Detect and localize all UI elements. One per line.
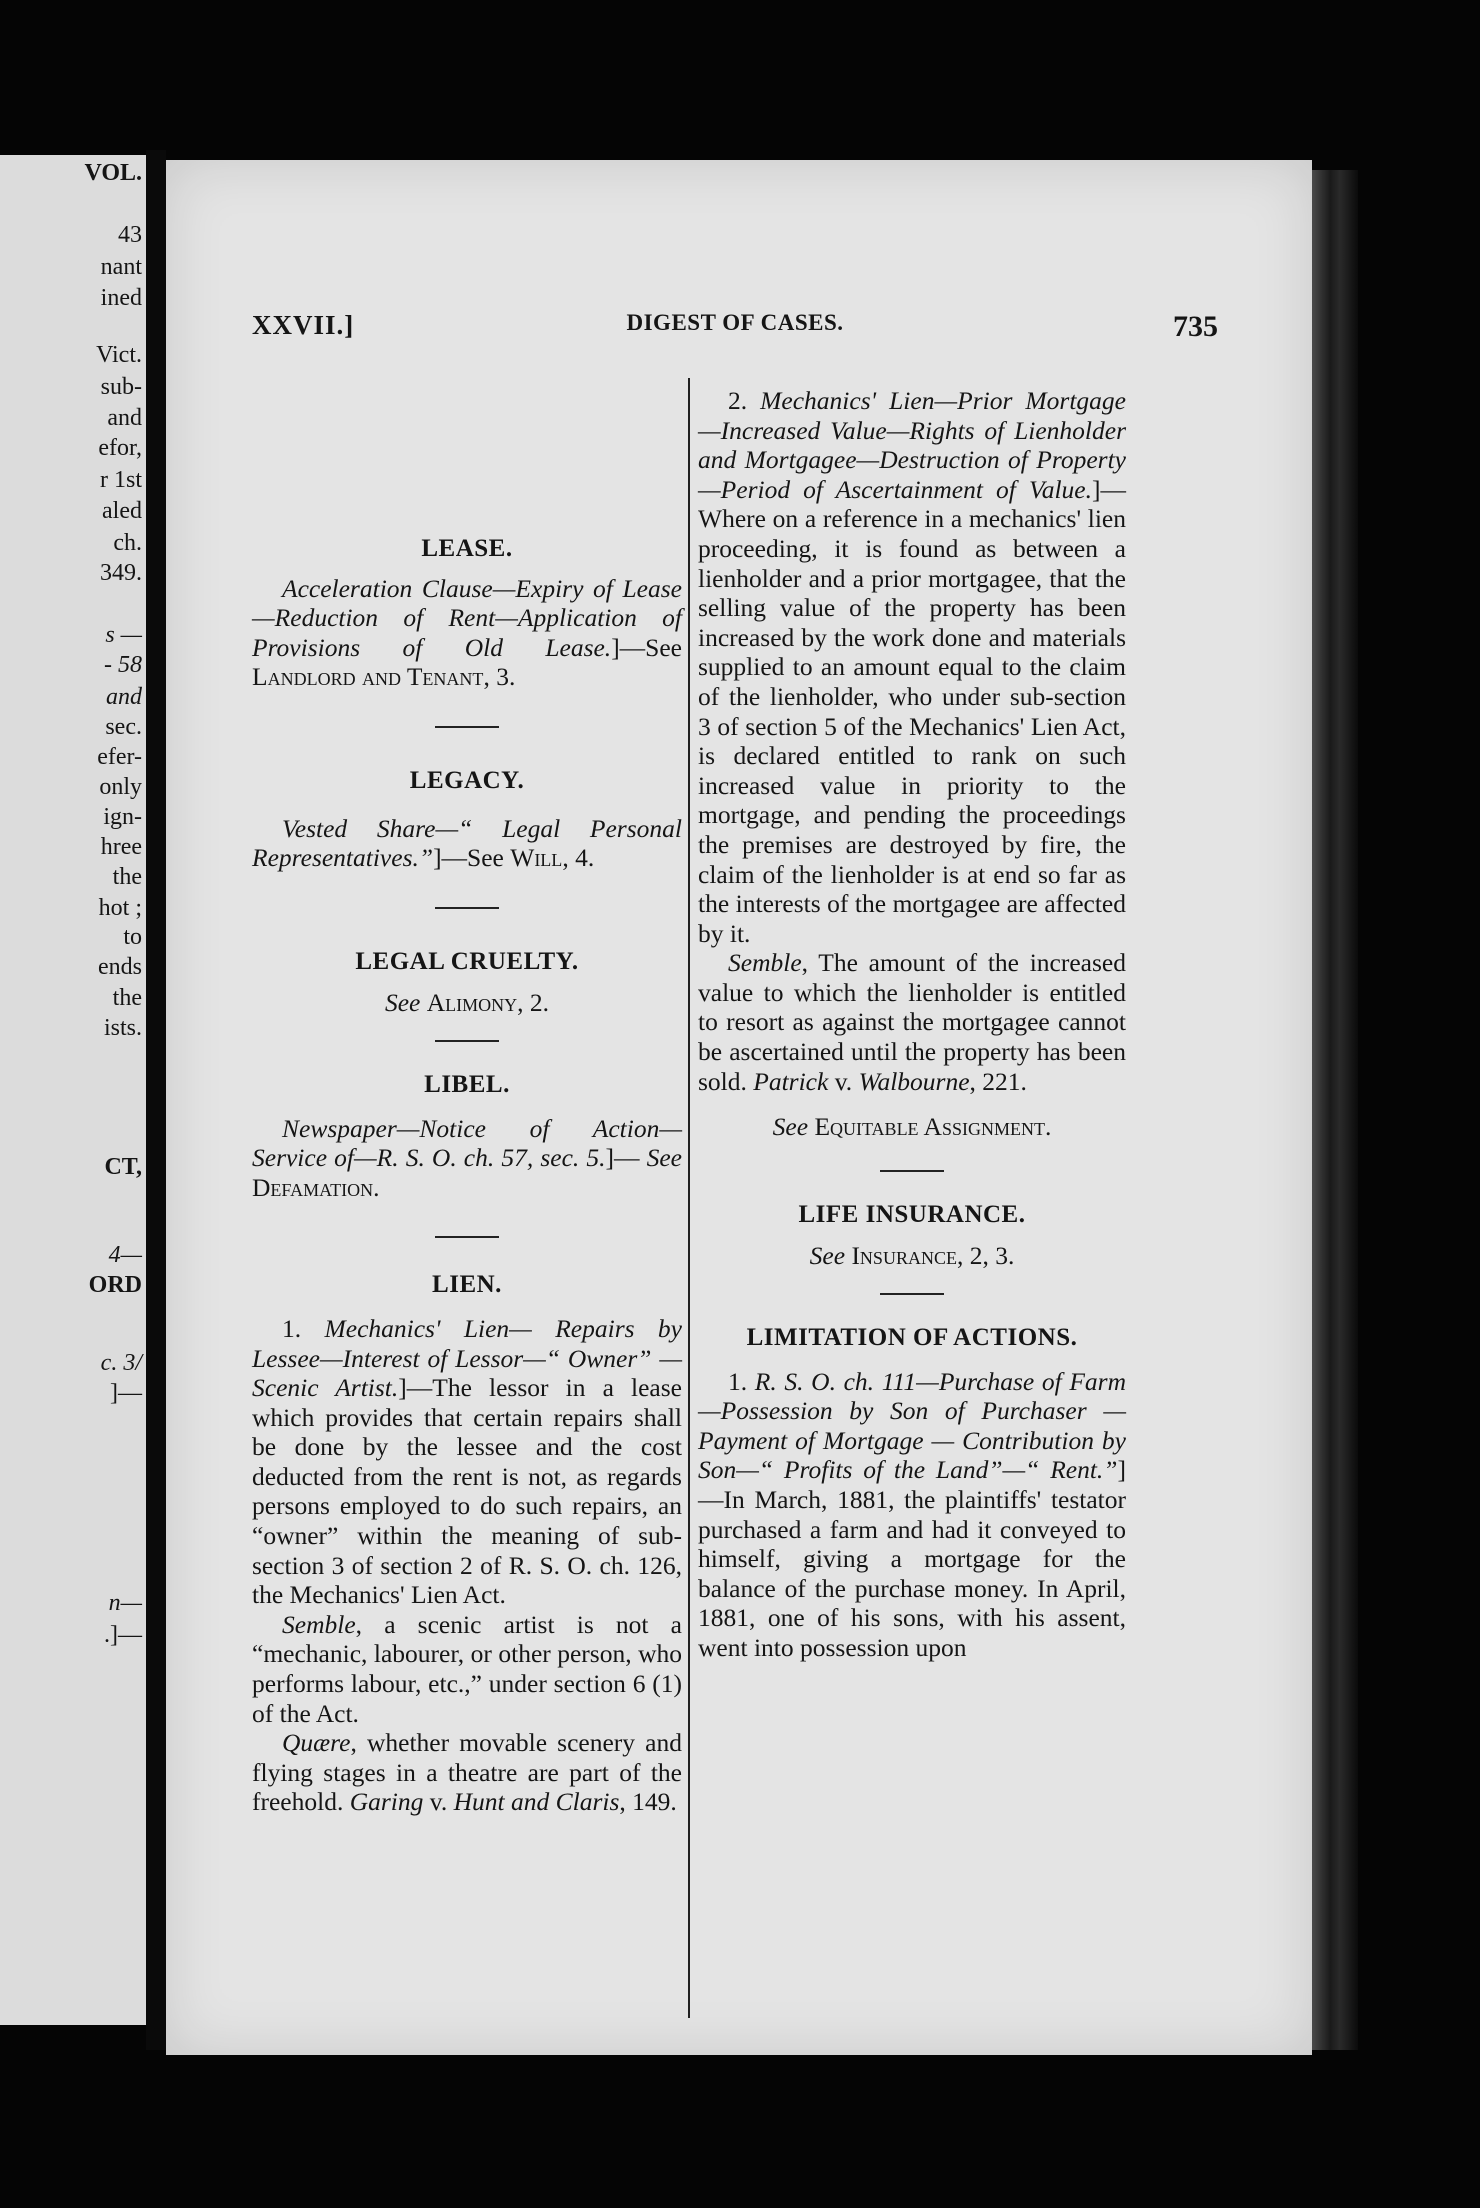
facing-page-text-fragment: efer- [97, 744, 142, 770]
see-word: See [809, 1241, 846, 1271]
case-versus: v. [828, 1066, 859, 1096]
facing-page-text-fragment: s — [105, 622, 142, 648]
heading-life-insurance: LIFE INSURANCE. [798, 1200, 1026, 1228]
header-title: DIGEST OF CASES. [626, 310, 844, 335]
see-prefix: ]—See [433, 843, 504, 873]
case-party-b: Walbourne [858, 1066, 970, 1096]
cross-ref-defamation[interactable]: Defamation [252, 1172, 374, 1202]
entry-lien-1-quaere [252, 1728, 682, 1817]
section-rule [880, 1170, 944, 1172]
ref-number: , 4. [562, 843, 595, 873]
entry-lien-1 [252, 1314, 682, 1610]
left-column [252, 378, 682, 1817]
see-prefix: ]—See [611, 632, 682, 662]
entry-lien-1-catchwords: Mechanics' Lien— Repairs by Lessee—Interest of Lessor—“ Owner” —Scenic Artist. [252, 1313, 682, 1403]
entry-number: 2. [728, 386, 748, 415]
entry-number: 1. [282, 1313, 302, 1343]
facing-page-text-fragment: 349. [100, 560, 142, 586]
cross-ref-alimony[interactable]: Alimony [426, 988, 518, 1018]
facing-page-text-fragment: ends [98, 954, 142, 980]
entry-lien-1-body: ]—The lessor in a lease which provides that certain repairs shall be done by the lessee and the cost deducted from the rent is not, as regards persons employed to do such repairs, an “owner” within the meaning of sub-section 3 of section 2 of R. S. O. ch. 126, the Mechanics' Lien Act. [252, 1373, 682, 1610]
entry-legacy-catchwords: Vested Share—“ Legal Personal Representatives.” [252, 813, 682, 873]
see-word: See [384, 988, 421, 1018]
entry-limitation-1-body: ]—In March, 1881, the plaintiffs' testator purchased a farm and had it conveyed to himself, giving a mortgage for the balance of the purchase money. In April, 1881, one of his sons, with his assent, went into possession upon [698, 1455, 1126, 1662]
ref-number: , 3. [483, 662, 516, 692]
entry-lease-catchwords: Acceleration Clause—Expiry of Lease—Reduction of Rent—Application of Provisions of Old Lease. [252, 573, 682, 662]
ref-number: , 2. [517, 988, 550, 1018]
semble-text: , The amount of the increased value to which the lienholder is entitled to resort as against the mortgagee cannot be ascertained until the property has been sold. [698, 948, 1126, 1096]
facing-page-text-fragment: - 58 [104, 652, 142, 678]
heading-legacy: LEGACY. [409, 766, 525, 794]
facing-page-fragment [0, 155, 146, 2025]
facing-page-text-fragment: the [112, 985, 142, 1011]
see-word: See [772, 1112, 809, 1142]
facing-page-text-fragment: ists. [103, 1015, 142, 1041]
case-versus: v. [423, 1787, 454, 1817]
facing-page-text-fragment: Vict. [96, 342, 142, 368]
facing-page-text-fragment: hree [100, 834, 142, 860]
entry-lien-2-catchwords: Mechanics' Lien—Prior Mortgage—Increased Value—Rights of Lienholder and Mortgagee—Destruction of Property—Period of Ascertainment of Value. [698, 386, 1126, 504]
cross-ref-landlord-tenant[interactable]: Landlord and Tenant [252, 662, 484, 692]
entry-legacy [252, 814, 682, 873]
entry-libel-catchwords: Newspaper—Notice of Action—Service of—R. S. O. ch. 57, sec. 5. [252, 1113, 682, 1173]
case-party-b: Hunt and Claris [453, 1787, 620, 1817]
case-page: , 221. [969, 1066, 1027, 1096]
section-rule [435, 1236, 499, 1238]
quaere-text: , whether movable scenery and flying stages in a theatre are part of the freehold. [252, 1728, 682, 1817]
facing-page-text-fragment: only [99, 774, 142, 800]
entry-lien-2 [698, 386, 1126, 948]
facing-page-text-fragment: and [107, 405, 142, 431]
facing-page-text-fragment: VOL. [84, 160, 142, 186]
facing-page-text-fragment: hot ; [98, 895, 142, 921]
facing-page-text-fragment: nant [100, 254, 142, 280]
book-edge [1312, 170, 1358, 2050]
facing-page-text-fragment: the [112, 864, 142, 890]
case-party-a: Garing [349, 1787, 424, 1817]
facing-page-text-fragment: ined [100, 285, 142, 311]
ref-number: , 2, 3. [956, 1241, 1015, 1271]
facing-page-text-fragment: 43 [118, 222, 142, 248]
section-rule [435, 907, 499, 909]
ref-suffix: . [373, 1172, 380, 1202]
semble-text: , a scenic artist is not a “mechanic, labourer, or other person, who performs labour, etc.,” under section 6 (1) of the Act. [252, 1609, 682, 1728]
book-gutter [146, 150, 166, 2050]
section-rule [880, 1293, 944, 1295]
entry-number: 1. [728, 1366, 748, 1396]
see-prefix: ]— [605, 1143, 640, 1173]
cross-ref-will[interactable]: Will [510, 843, 563, 873]
section-rule [435, 726, 499, 728]
facing-page-text-fragment: .]— [104, 1622, 142, 1648]
facing-page-text-fragment: ch. [113, 530, 142, 556]
page-number: 735 [1173, 310, 1218, 343]
quaere-word: Quære [282, 1728, 351, 1758]
entry-libel [252, 1114, 682, 1203]
facing-page-text-fragment: aled [102, 498, 142, 524]
facing-page-text-fragment: 4— [108, 1242, 142, 1268]
facing-page-text-fragment: c. 3/ [100, 1350, 142, 1376]
heading-libel: LIBEL. [424, 1070, 510, 1098]
facing-page-text-fragment: efor, [98, 435, 142, 461]
section-rule [435, 1040, 499, 1042]
running-header [252, 310, 1218, 350]
entry-lease [252, 574, 682, 692]
ref-suffix: . [1044, 1112, 1052, 1142]
entry-lien-2-semble [698, 948, 1126, 1096]
cross-ref-equitable-assignment[interactable]: Equitable Assignment [814, 1112, 1045, 1142]
entry-lien-2-body: ]—Where on a reference in a mechanics' lien proceeding, it is found as between a lienholder and a prior mortgagee, that the selling value of the property has been increased by the work done and materials supplied to an amount equal to the claim of the lienholder, who under sub-section 3 of section 5 of the Mechanics' Lien Act, is declared entitled to rank on such increased value in priority to the mortgage, and pending the proceedings the premises are destroyed by fire, the claim of the lienholder is at end so far as the interests of the mortgagee are affected by it. [698, 474, 1126, 948]
facing-page-text-fragment: sub- [100, 374, 142, 400]
facing-page-text-fragment: ign- [103, 804, 142, 830]
entry-lien-see-also [698, 1112, 1126, 1142]
semble-word: Semble [282, 1609, 356, 1639]
column-divider [688, 378, 690, 2018]
facing-page-text-fragment: ]— [110, 1380, 142, 1406]
heading-limitation-of-actions: LIMITATION OF ACTIONS. [746, 1324, 1078, 1352]
case-page: , 149. [619, 1787, 677, 1817]
entry-life-insurance [698, 1241, 1126, 1271]
entry-legal-cruelty [252, 988, 682, 1018]
facing-page-text-fragment: CT, [104, 1154, 142, 1180]
right-column [698, 378, 1126, 1663]
heading-lien: LIEN. [432, 1271, 502, 1299]
facing-page-text-fragment: to [123, 924, 142, 950]
see-word: See [646, 1143, 682, 1173]
facing-page-text-fragment: n— [108, 1590, 142, 1616]
book-page [166, 160, 1312, 2055]
heading-legal-cruelty: LEGAL CRUELTY. [355, 947, 579, 975]
entry-limitation-1 [698, 1367, 1126, 1663]
facing-page-text-fragment: ORD [88, 1272, 142, 1298]
entry-lien-1-semble [252, 1610, 682, 1728]
facing-page-text-fragment: r 1st [100, 467, 142, 493]
cross-ref-insurance[interactable]: Insurance [851, 1241, 957, 1271]
heading-lease: LEASE. [421, 535, 513, 562]
semble-word: Semble [728, 948, 802, 978]
header-volume: XXVII.] [252, 310, 355, 340]
case-party-a: Patrick [753, 1066, 829, 1096]
entry-limitation-1-catchwords: R. S. O. ch. 111—Purchase of Farm—Possession by Son of Purchaser — Payment of Mortgage — Contribution by Son—“ Profits of the Land”—“ Rent.” [698, 1366, 1127, 1485]
facing-page-text-fragment: and [106, 684, 142, 710]
facing-page-text-fragment: sec. [105, 714, 142, 740]
